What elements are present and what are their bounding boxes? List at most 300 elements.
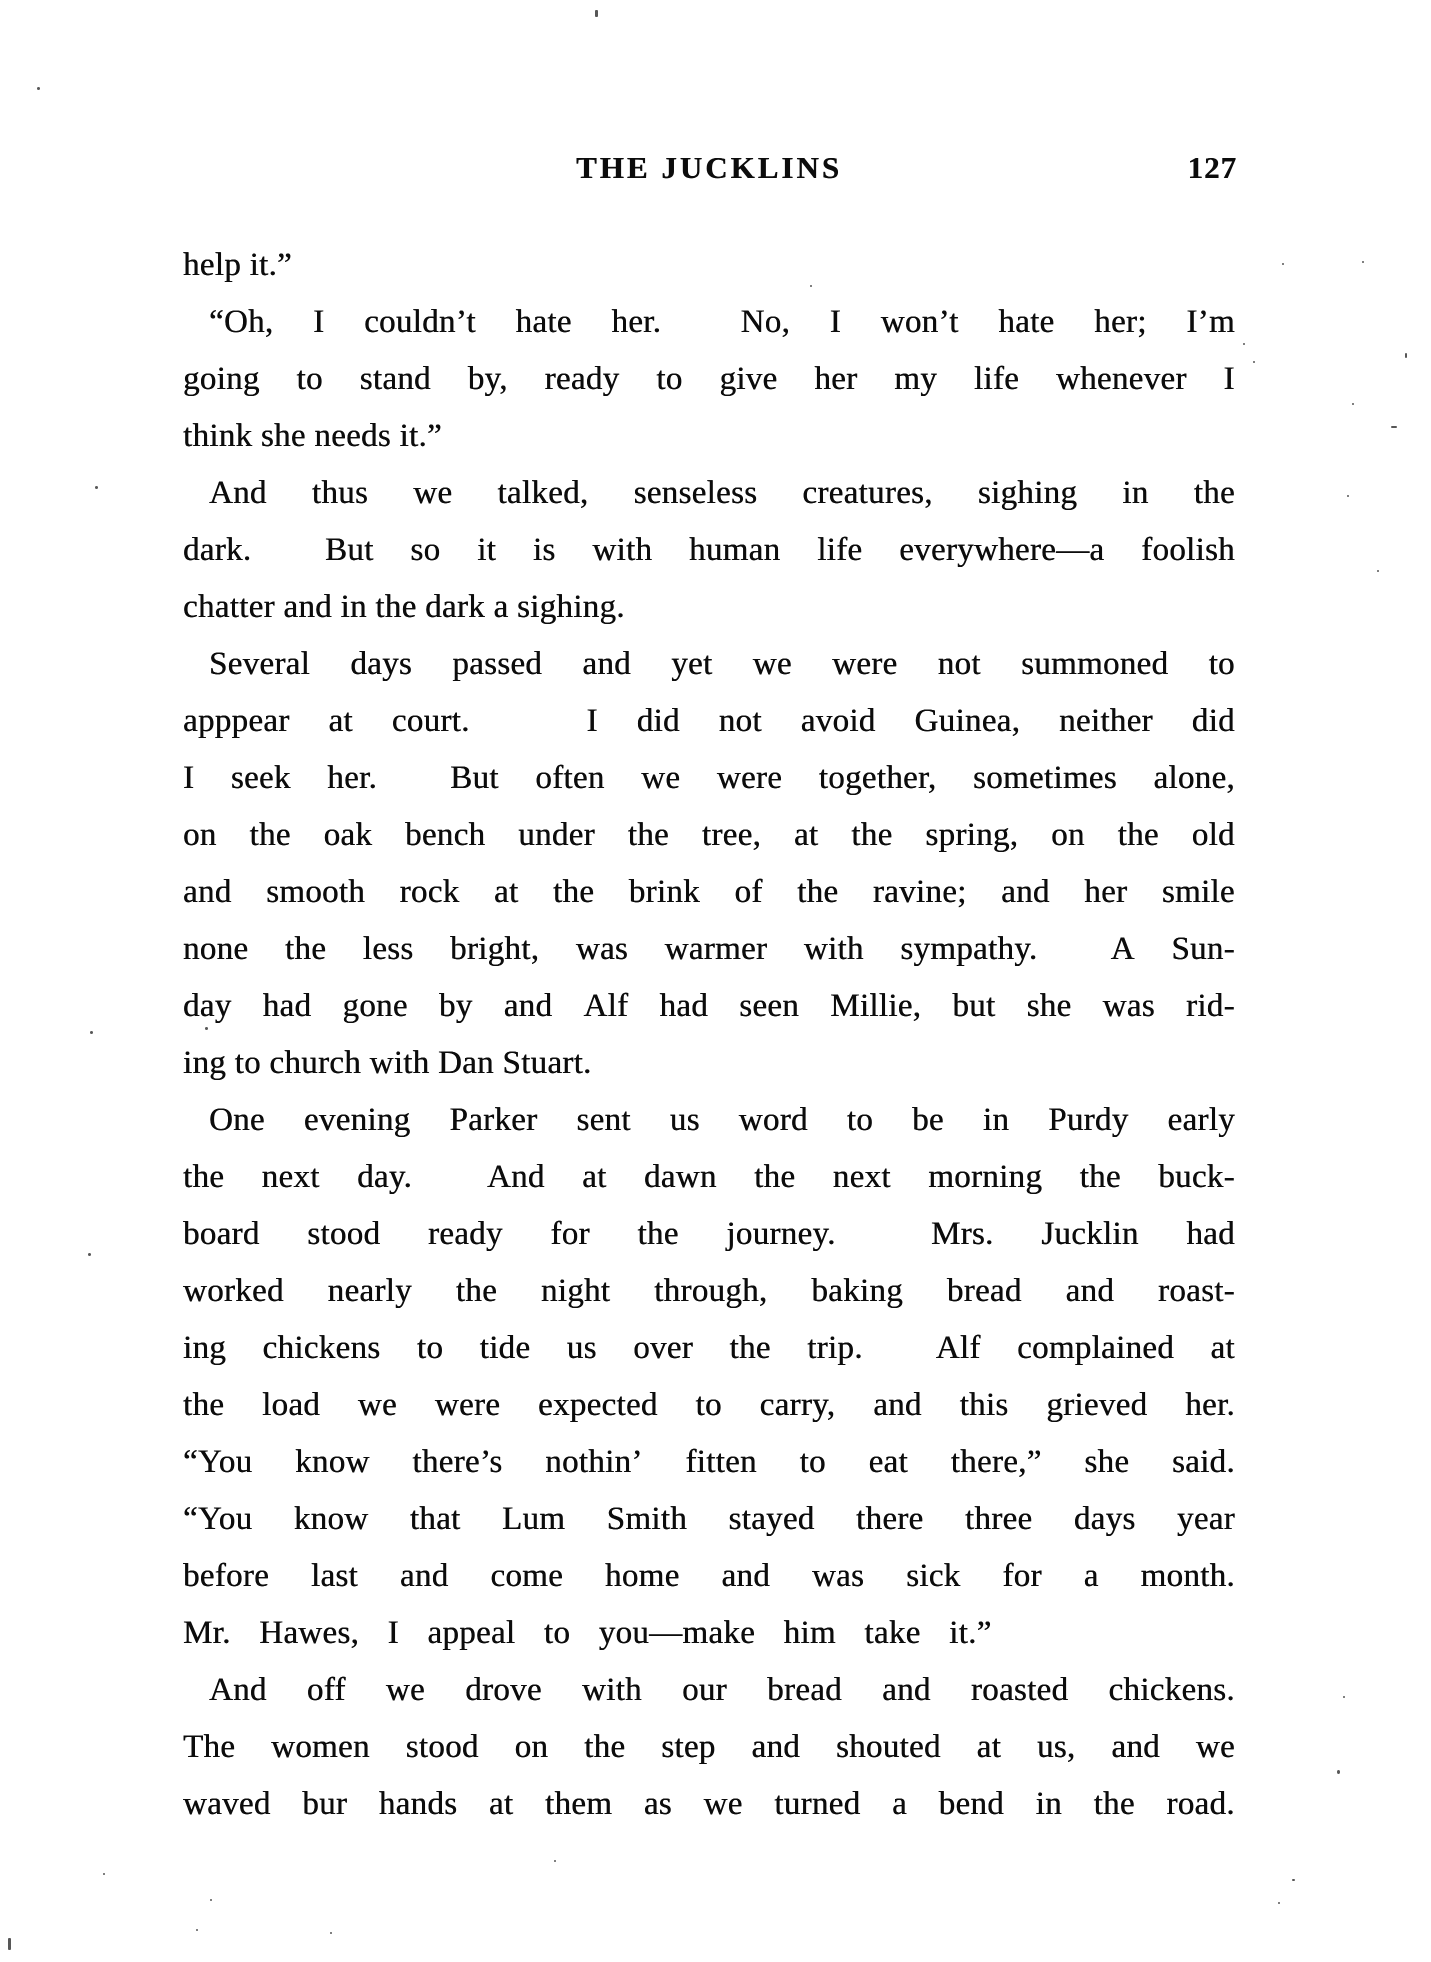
word: tree, xyxy=(701,817,762,853)
word: trip. xyxy=(807,1330,863,1366)
word: dawn xyxy=(643,1159,717,1195)
word: eat xyxy=(868,1444,908,1480)
word: baking xyxy=(811,1273,903,1309)
word: “You xyxy=(183,1444,253,1480)
word: But xyxy=(450,760,499,796)
scan-speck xyxy=(1253,361,1255,363)
word: rid- xyxy=(1186,988,1235,1024)
word: know xyxy=(295,1444,370,1480)
word: was xyxy=(1102,988,1155,1024)
word: the xyxy=(183,1159,225,1195)
word: thus xyxy=(311,475,369,511)
text-line xyxy=(183,465,1235,522)
word: old xyxy=(1191,817,1235,853)
word: in xyxy=(1035,1786,1062,1822)
word: the xyxy=(754,1159,796,1195)
scan-speck xyxy=(103,1873,105,1875)
scan-speck xyxy=(1347,495,1349,497)
word: “You xyxy=(183,1501,253,1537)
word: sometimes xyxy=(973,760,1117,796)
word: going xyxy=(183,361,260,397)
word: evening xyxy=(303,1102,411,1138)
scan-speck xyxy=(1391,426,1397,428)
word: the xyxy=(284,931,327,967)
word: apppear xyxy=(183,703,290,739)
word: we xyxy=(641,760,681,796)
word: One xyxy=(209,1102,265,1138)
word: the xyxy=(455,1273,498,1309)
word: and xyxy=(183,874,232,910)
word: smile xyxy=(1161,874,1235,910)
word: had xyxy=(659,988,709,1024)
word: chickens xyxy=(262,1330,381,1366)
word: I xyxy=(586,703,598,739)
word: and xyxy=(873,1387,922,1423)
word: at xyxy=(793,817,819,853)
text-line: think she needs it.” xyxy=(183,418,442,454)
text-line xyxy=(183,1719,1235,1776)
text-line xyxy=(183,1320,1235,1377)
text-line: ing to church with Dan Stuart. xyxy=(183,1045,592,1081)
text-line: help it.” xyxy=(183,247,292,283)
word: board xyxy=(183,1216,260,1252)
word: and xyxy=(882,1672,931,1708)
word: oak xyxy=(323,817,373,853)
word: with xyxy=(582,1672,642,1708)
word: month. xyxy=(1140,1558,1235,1594)
scan-speck xyxy=(210,1899,212,1901)
word: to xyxy=(799,1444,826,1480)
page-title: THE JUCKLINS xyxy=(576,150,842,185)
word: dark. xyxy=(183,532,252,568)
word: life xyxy=(973,361,1020,397)
word: on xyxy=(1051,817,1085,853)
word: sympathy. xyxy=(900,931,1038,967)
word: the xyxy=(1093,1786,1135,1822)
word: Mrs. xyxy=(930,1216,994,1252)
word: journey. xyxy=(726,1216,836,1252)
word: road. xyxy=(1166,1786,1235,1822)
scan-speck xyxy=(95,486,98,489)
word: bur xyxy=(302,1786,348,1822)
word: the xyxy=(1117,817,1159,853)
word: so xyxy=(410,532,441,568)
word: No, xyxy=(740,304,791,340)
word: was xyxy=(811,1558,865,1594)
word: her. xyxy=(1185,1387,1235,1423)
scan-speck xyxy=(1278,1902,1280,1904)
word: we xyxy=(752,646,792,682)
word: neither xyxy=(1059,703,1153,739)
word: I’m xyxy=(1186,304,1235,340)
word: for xyxy=(1002,1558,1042,1594)
word: nearly xyxy=(327,1273,412,1309)
text-line xyxy=(183,1776,1235,1833)
scan-speck xyxy=(8,1938,11,1950)
scan-speck xyxy=(554,1860,556,1862)
word: my xyxy=(894,361,938,397)
word: seen xyxy=(739,988,800,1024)
word: ing xyxy=(183,1330,227,1366)
word: And xyxy=(486,1159,545,1195)
word: she xyxy=(1084,1444,1130,1480)
word: chickens. xyxy=(1108,1672,1235,1708)
word: to xyxy=(296,361,323,397)
word: human xyxy=(689,532,781,568)
word: step xyxy=(661,1729,716,1765)
word: and xyxy=(503,988,553,1024)
scan-speck xyxy=(1377,570,1379,572)
word: fitten xyxy=(685,1444,757,1480)
word: stand xyxy=(359,361,431,397)
word: smooth xyxy=(266,874,366,910)
scan-speck xyxy=(196,1929,198,1931)
text-line xyxy=(183,864,1235,921)
word: senseless xyxy=(633,475,758,511)
word: buck- xyxy=(1158,1159,1235,1195)
word: Guinea, xyxy=(914,703,1021,739)
word: she xyxy=(1026,988,1072,1024)
text-line xyxy=(183,1149,1235,1206)
scan-speck xyxy=(595,10,598,17)
word: less xyxy=(362,931,414,967)
word: A xyxy=(1110,931,1135,967)
word: waved xyxy=(183,1786,271,1822)
text-line xyxy=(183,1206,1235,1263)
scan-speck xyxy=(1337,1770,1340,1774)
word: the xyxy=(637,1216,679,1252)
word: the xyxy=(1079,1159,1121,1195)
word: gone xyxy=(342,988,408,1024)
word: talked, xyxy=(497,475,589,511)
scan-speck xyxy=(205,1027,208,1030)
word: night xyxy=(540,1273,611,1309)
word: were xyxy=(434,1387,501,1423)
word: complained xyxy=(1017,1330,1175,1366)
word: stood xyxy=(307,1216,381,1252)
word: days xyxy=(1073,1501,1136,1537)
text-line xyxy=(183,636,1235,693)
word: word xyxy=(738,1102,808,1138)
word: on xyxy=(514,1729,549,1765)
word: us xyxy=(669,1102,700,1138)
scan-speck xyxy=(37,87,40,90)
word: Alf xyxy=(935,1330,981,1366)
word: her. xyxy=(327,760,378,796)
text-line xyxy=(183,522,1235,579)
word: through, xyxy=(654,1273,768,1309)
scan-speck xyxy=(330,1932,332,1934)
word: the xyxy=(797,874,839,910)
word: with xyxy=(592,532,653,568)
word: the xyxy=(183,1387,225,1423)
word: come xyxy=(490,1558,564,1594)
word: we xyxy=(1195,1729,1235,1765)
word: And xyxy=(209,475,267,511)
word: at xyxy=(976,1729,1002,1765)
word: summoned xyxy=(1021,646,1169,682)
scan-speck xyxy=(1352,403,1354,405)
word: court. xyxy=(391,703,470,739)
text-line xyxy=(183,1263,1235,1320)
word: to xyxy=(695,1387,722,1423)
word: rock xyxy=(399,874,460,910)
word: to xyxy=(846,1102,874,1138)
word: expected xyxy=(538,1387,658,1423)
word: the xyxy=(627,817,669,853)
word: on xyxy=(183,817,217,853)
scan-speck xyxy=(88,1253,91,1256)
word: shouted xyxy=(835,1729,941,1765)
word: at xyxy=(582,1159,607,1195)
text-line xyxy=(183,807,1235,864)
word: And xyxy=(209,1672,267,1708)
word: at xyxy=(488,1786,514,1822)
word: hate xyxy=(515,304,572,340)
word: this xyxy=(959,1387,1009,1423)
word: to xyxy=(416,1330,444,1366)
word: stayed xyxy=(728,1501,815,1537)
word: the xyxy=(249,817,291,853)
word: did xyxy=(1191,703,1235,739)
word: nothin’ xyxy=(545,1444,643,1480)
word: the xyxy=(851,817,893,853)
word: be xyxy=(912,1102,944,1138)
word: and xyxy=(751,1729,801,1765)
word: hate xyxy=(998,304,1055,340)
word: turned xyxy=(774,1786,861,1822)
word: sighing xyxy=(977,475,1078,511)
word: were xyxy=(716,760,783,796)
word: of xyxy=(734,874,763,910)
word: us xyxy=(566,1330,597,1366)
word: the xyxy=(1193,475,1235,511)
word: passed xyxy=(452,646,543,682)
word: spring, xyxy=(925,817,1019,853)
word: Alf xyxy=(583,988,629,1024)
word: bread xyxy=(767,1672,842,1708)
word: Lum xyxy=(501,1501,566,1537)
word: Jucklin xyxy=(1041,1216,1139,1252)
word: and xyxy=(1001,874,1050,910)
word: know xyxy=(293,1501,369,1537)
word: them xyxy=(545,1786,613,1822)
word: bend xyxy=(938,1786,1005,1822)
word: to xyxy=(1208,646,1235,682)
page-number: 127 xyxy=(1187,150,1237,185)
word: alone, xyxy=(1153,760,1235,796)
word: in xyxy=(1122,475,1149,511)
word: to xyxy=(656,361,683,397)
word: with xyxy=(803,931,864,967)
word: bench xyxy=(405,817,486,853)
word: was xyxy=(575,931,629,967)
scan-speck xyxy=(810,285,812,287)
word: under xyxy=(518,817,595,853)
word: we xyxy=(385,1672,425,1708)
scan-speck xyxy=(1243,343,1245,345)
word: last xyxy=(311,1558,359,1594)
word: that xyxy=(409,1501,461,1537)
word: brink xyxy=(628,874,700,910)
text-line: Mr. Hawes, I appeal to you—make him take it.” xyxy=(183,1615,992,1651)
text-line xyxy=(183,750,1235,807)
word: I xyxy=(313,304,325,340)
word: Millie, xyxy=(830,988,922,1024)
word: her. xyxy=(611,304,662,340)
word: roast- xyxy=(1158,1273,1235,1309)
word: give xyxy=(719,361,778,397)
word: but xyxy=(952,988,996,1024)
word: The xyxy=(183,1729,236,1765)
word: sent xyxy=(576,1102,631,1138)
word: Parker xyxy=(449,1102,538,1138)
word: not xyxy=(718,703,762,739)
word: by xyxy=(438,988,473,1024)
word: stood xyxy=(405,1729,479,1765)
text-line xyxy=(183,1092,1235,1149)
word: “Oh, xyxy=(209,304,274,340)
word: sick xyxy=(906,1558,961,1594)
word: did xyxy=(636,703,680,739)
word: ready xyxy=(427,1216,503,1252)
text-line xyxy=(183,1491,1235,1548)
word: avoid xyxy=(800,703,876,739)
word: three xyxy=(964,1501,1033,1537)
word: load xyxy=(262,1387,321,1423)
text-line xyxy=(183,1434,1235,1491)
word: none xyxy=(183,931,249,967)
word: day xyxy=(183,988,232,1024)
word: not xyxy=(937,646,981,682)
word: there xyxy=(856,1501,924,1537)
word: and xyxy=(399,1558,449,1594)
word: over xyxy=(633,1330,694,1366)
word: foolish xyxy=(1141,532,1235,568)
word: roasted xyxy=(970,1672,1069,1708)
word: day. xyxy=(357,1159,413,1195)
word: women xyxy=(271,1729,370,1765)
word: Smith xyxy=(606,1501,688,1537)
word: the xyxy=(553,874,595,910)
word: at xyxy=(1210,1330,1235,1366)
word: everywhere—a xyxy=(899,532,1105,568)
word: for xyxy=(550,1216,590,1252)
scan-speck xyxy=(1362,261,1364,263)
word: the xyxy=(584,1729,626,1765)
word: as xyxy=(643,1786,672,1822)
word: life xyxy=(817,532,863,568)
word: Sun- xyxy=(1171,931,1235,967)
text-line xyxy=(183,693,1235,750)
word: ravine; xyxy=(872,874,967,910)
word: I xyxy=(1223,361,1235,397)
word: her; xyxy=(1094,304,1147,340)
word: home xyxy=(605,1558,680,1594)
word: hands xyxy=(378,1786,458,1822)
scan-speck xyxy=(90,1031,93,1034)
word: we xyxy=(413,475,453,511)
word: whenever xyxy=(1056,361,1187,397)
word: had xyxy=(262,988,312,1024)
word: there,” xyxy=(950,1444,1042,1480)
word: us, xyxy=(1036,1729,1076,1765)
text-line xyxy=(183,978,1235,1035)
word: in xyxy=(982,1102,1010,1138)
word: couldn’t xyxy=(364,304,476,340)
word: and xyxy=(721,1558,771,1594)
word: carry, xyxy=(759,1387,836,1423)
word: her xyxy=(814,361,858,397)
word: I xyxy=(183,760,195,796)
word: won’t xyxy=(880,304,959,340)
word: there’s xyxy=(412,1444,503,1480)
word: off xyxy=(306,1672,346,1708)
word: bright, xyxy=(450,931,540,967)
word: ready xyxy=(544,361,620,397)
text-line xyxy=(183,921,1235,978)
word: worked xyxy=(183,1273,284,1309)
word: by, xyxy=(467,361,508,397)
word: seek xyxy=(230,760,291,796)
word: is xyxy=(532,532,556,568)
word: morning xyxy=(928,1159,1043,1195)
scan-speck xyxy=(1343,1696,1345,1698)
word: next xyxy=(832,1159,891,1195)
word: warmer xyxy=(664,931,768,967)
word: together, xyxy=(818,760,937,796)
scan-speck xyxy=(1282,263,1284,265)
word: her xyxy=(1084,874,1128,910)
word: had xyxy=(1186,1216,1235,1252)
word: Purdy xyxy=(1048,1102,1129,1138)
word: year xyxy=(1177,1501,1235,1537)
word: our xyxy=(682,1672,727,1708)
word: I xyxy=(829,304,842,340)
word: bread xyxy=(946,1273,1022,1309)
word: a xyxy=(1083,1558,1099,1594)
word: at xyxy=(328,703,353,739)
word: early xyxy=(1167,1102,1235,1138)
word: Several xyxy=(209,646,311,682)
word: yet xyxy=(671,646,713,682)
word: creatures, xyxy=(802,475,933,511)
running-head xyxy=(183,148,1235,188)
word: But xyxy=(325,532,374,568)
scan-speck xyxy=(1405,353,1407,358)
word: grieved xyxy=(1046,1387,1148,1423)
text-line xyxy=(183,294,1235,351)
word: before xyxy=(183,1558,270,1594)
text-line xyxy=(183,1377,1235,1434)
word: drove xyxy=(465,1672,542,1708)
word: at xyxy=(494,874,519,910)
word: often xyxy=(535,760,605,796)
word: tide xyxy=(479,1330,531,1366)
word: and xyxy=(1111,1729,1160,1765)
text-line xyxy=(183,351,1235,408)
page-body xyxy=(183,237,1235,1833)
text-line xyxy=(183,1662,1235,1719)
word: said. xyxy=(1172,1444,1235,1480)
word: and xyxy=(1065,1273,1115,1309)
word: it xyxy=(477,532,497,568)
word: were xyxy=(832,646,898,682)
word: the xyxy=(729,1330,771,1366)
scan-speck xyxy=(1292,1879,1295,1881)
word: and xyxy=(582,646,631,682)
word: a xyxy=(892,1786,908,1822)
